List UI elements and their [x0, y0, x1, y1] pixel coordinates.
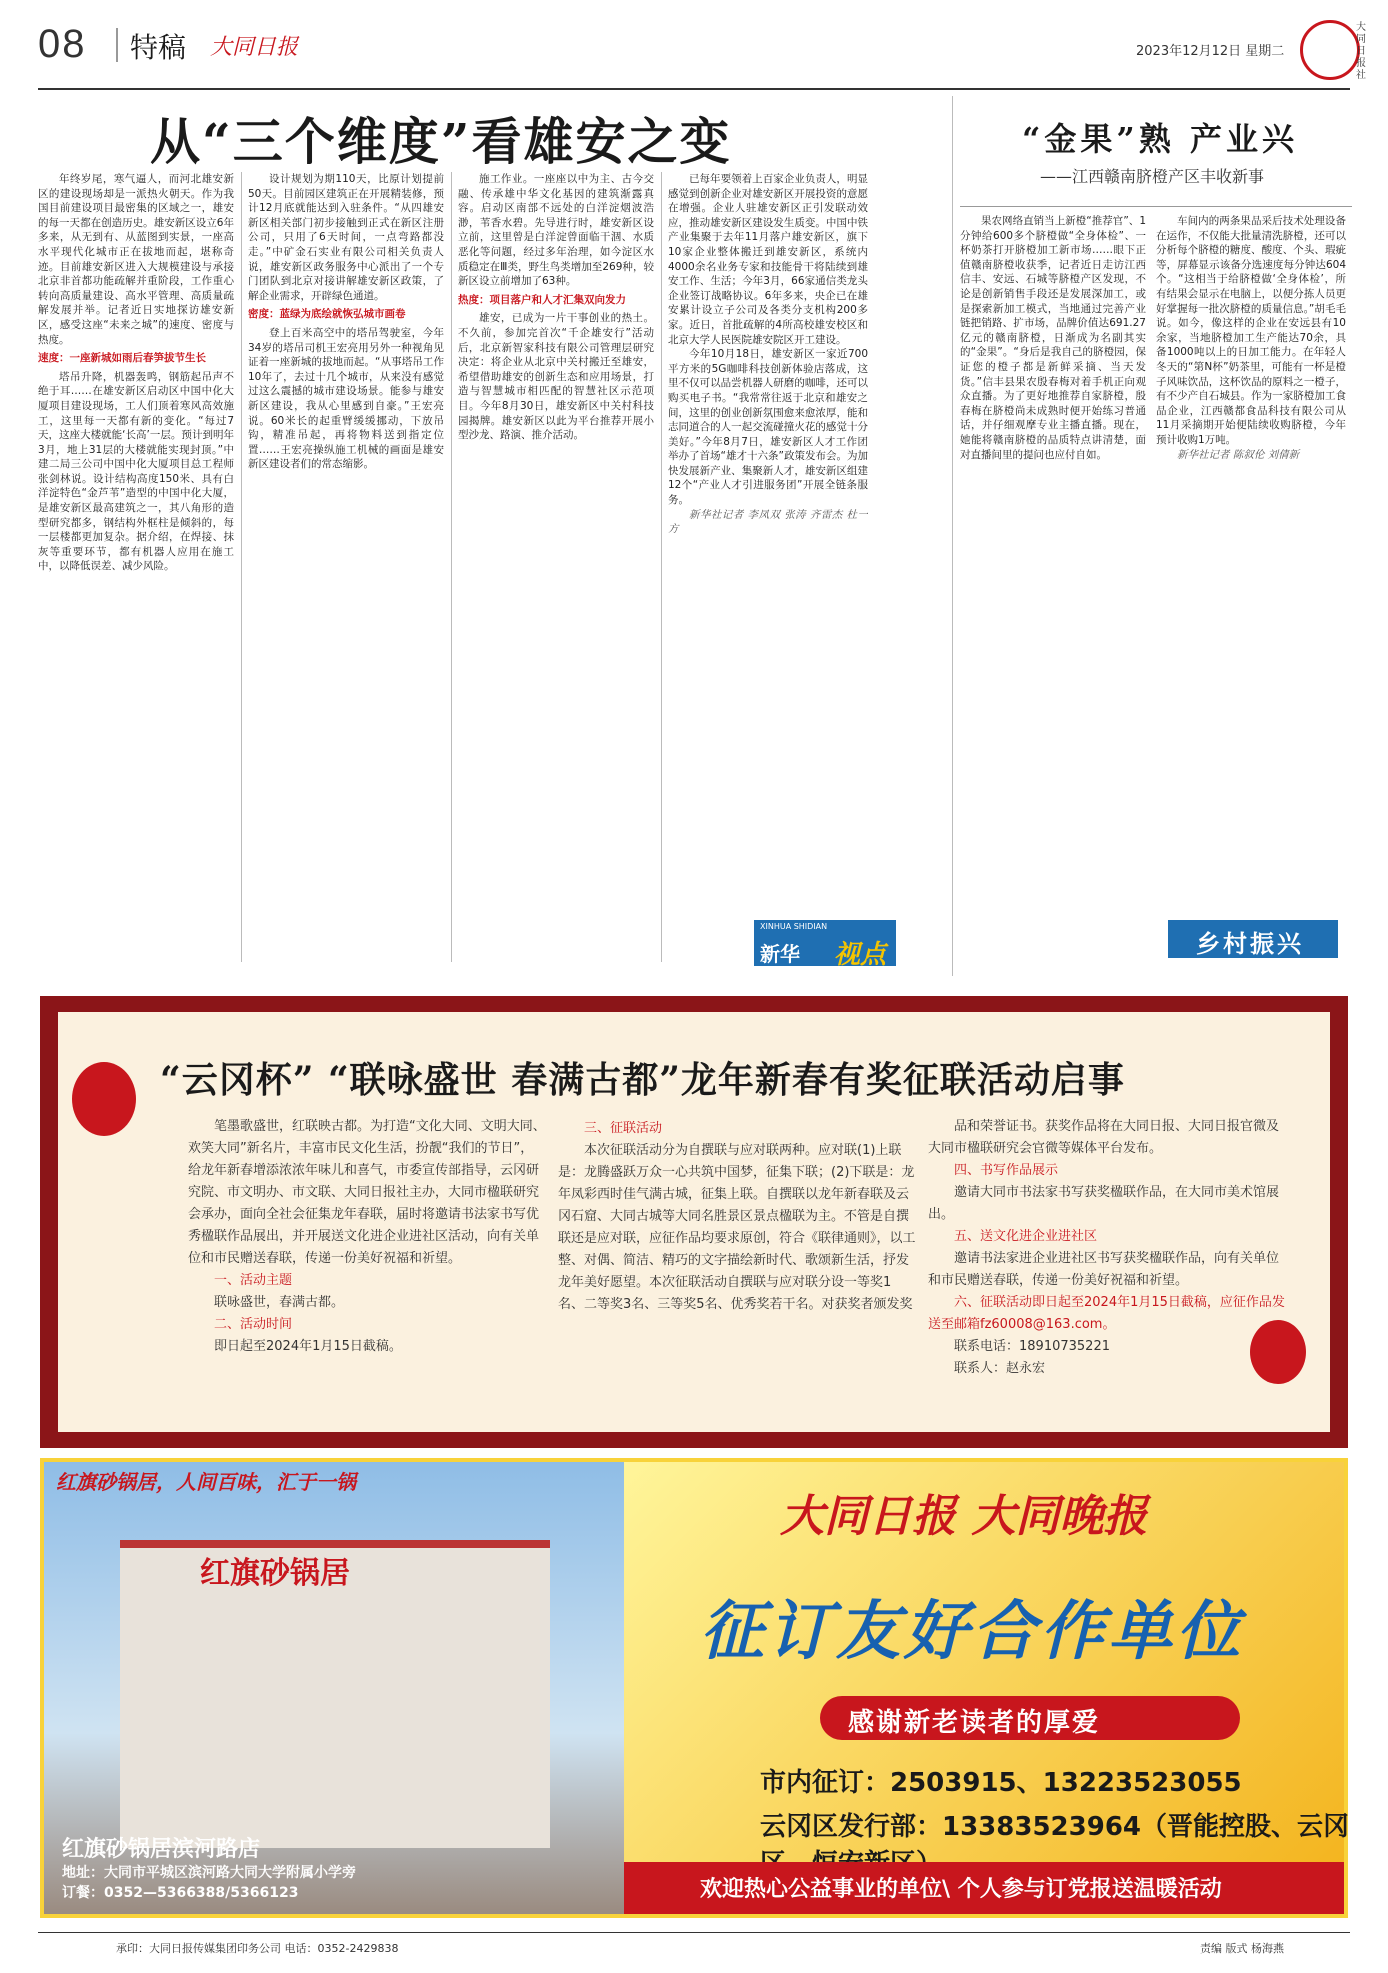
article-column-2 [248, 172, 444, 962]
restaurant-address: 地址：大同市平城区滨河路大同大学附属小学旁 [62, 1865, 356, 1881]
xinhua-badge-label: 新华 [760, 942, 800, 966]
section-heading: 一、活动主题 [214, 1273, 293, 1288]
page-number: 08 [38, 22, 87, 66]
feature-headline: “金果”熟 产业兴 [1022, 120, 1298, 158]
header-rule [38, 88, 1350, 90]
section-heading: 六、征联活动即日起至2024年1月15日截稿，应征作品发送至邮箱fz60008@163.com。 [928, 1295, 1285, 1332]
byline: 新华社记者 李凤双 张涛 齐雷杰 杜一方 [668, 508, 868, 536]
paragraph: 品和荣誉证书。获奖作品将在大同日报、大同日报官微及大同市楹联研究会官微等媒体平台发布。 [928, 1119, 1280, 1156]
byline: 新华社记者 陈叙伦 刘倩新 [1177, 448, 1300, 461]
paragraph: 设计规划为期110天，比原计划提前50天。目前园区建筑正在开展精装修，预计12月底就能达到入驻条件。“从四雄安新区相关部门初步接触到正式在新区注册公司，只用了6天时间，一点弯路都没走。”中矿金石实业有限公司相关负责人说，雄安新区政务服务中心派出了一个专门团队到北京对接讲解雄安新区政策，了解企业需求，开辟绿色通道。 [248, 173, 444, 302]
header-divider [116, 28, 118, 62]
section-heading: 三、征联活动 [584, 1121, 663, 1136]
couplet-ad-column-1 [188, 1116, 546, 1358]
article-column-1 [38, 172, 234, 962]
welcome-text: 欢迎热心公益事业的单位\ 个人参与订党报送温暖活动 [700, 1877, 1222, 1902]
section-heading: 四、书写作品展示 [954, 1163, 1059, 1178]
paragraph: 塔吊升降，机器轰鸣，钢筋起吊声不绝于耳……在雄安新区启动区中国中化大厦项目建设现场，工人们顶着寒风高效施工，这里每一天都有新的变化。“每过7天，这座大楼就能‘长高’一层。预计到明年3月，地上31层的大楼就能实现封顶。”中建二局三公司中国中化大厦项目总工程师张剑林说。设计结构高度150米、具有白洋淀特色“金芦苇”造型的中国中化大厦，是雄安新区最高建筑之一，其八角形的造型研究都多，钢结构外框柱是倾斜的，每一层楼都更加复杂。据介绍，在焊接、抹灰等重要环节，都有机器人应用在施工中，以降低误差、减少风险。 [38, 370, 234, 573]
column-divider [241, 172, 242, 962]
subheading: 密度：蓝绿为底绘就恢弘城市画卷 [248, 308, 406, 321]
column-divider [661, 172, 662, 962]
paragraph: 施工作业。一座座以中为主、古今交融、传承雄中华文化基因的建筑渐露真容。启动区南部不远处的白洋淀烟波浩渺，苇香水碧。先导进行时，雄安新区设立前，这里曾是白洋淀曾面临干涸、水质恶化等问题，经过多年治理，如今淀区水质稳定在Ⅲ类，野生鸟类增加至269种，较新区设立前增加了63种。 [458, 173, 654, 288]
restaurant-phone: 订餐：0352—5366388/5366123 [62, 1885, 299, 1901]
feature-column-2 [1156, 214, 1346, 904]
paragraph: 本次征联活动分为自撰联与应对联两种。应对联(1)上联是：龙腾盛跃万众一心共筑中国梦，征集下联；(2)下联是：龙年凤彩西时佳气满古城，征集上联。自撰联以龙年新春联及云冈石窟、大同古城等大同名胜景区景点楹联为主。不管是自撰联还是应对联，应征作品均要求原创，符合《联律通则》，以工整、对偶、简洁、精巧的文字描绘新时代、歌颂新生活，抒发龙年美好愿望。本次征联活动自撰联与应对联分设一等奖1名、二等奖3名、三等奖5名、优秀奖若干名。对获奖者颁发奖 [558, 1143, 916, 1312]
article-column-4 [668, 172, 868, 912]
subscription-headline: 征订友好合作单位 [700, 1595, 1244, 1669]
couplet-ad-column-2 [558, 1118, 916, 1316]
subscription-phone-yungang: 云冈区发行部：13383523964（晋能控股、云冈 [760, 1812, 1349, 1842]
subscription-phone-city: 市内征订：2503915、13223523055 [760, 1768, 1242, 1798]
column-divider [451, 172, 452, 962]
paragraph: 今年10月18日，雄安新区一家近700平方米的5G咖啡科技创新体验店落成，这里不仅可以品尝机器人研磨的咖啡，还可以购买电子书。“我常常往返于北京和雄安之间，这里的创业创新氛围愈来愈浓厚，能和志同道合的人一起交流碰撞火花的感觉十分美好。”今年8月7日，雄安新区人才工作团举办了首场“雄才十六条”政策发布会。为加快发展新产业、集聚新人才，雄安新区组建12个“产业人才引进服务团”开展全链条服务。 [668, 348, 868, 507]
paragraph: 联咏盛世，春满古都。 [214, 1295, 345, 1310]
paragraph: 车间内的两条果品采后技术处理设备在运作，不仅能大批量清洗脐橙，还可以分析每个脐橙的糖度、酸度、个头、瑕疵等，屏幕显示该备分选速度每分钟达604个。“这相当于给脐橙做‘全身体检’，所有结果会显示在电脑上，以便分拣人员更好掌握每一批次脐橙的质量信息。”胡毛毛说。如今，像这样的企业在安远县有10余家，当地脐橙加工生产能达70余，具备1000吨以上的日加工能力。在年轻人冬天的“第N杯”奶茶里，可能有一杯是橙子风味饮品，这杯饮品的原料之一橙子，有不少产自石城县。作为一家脐橙加工食品企业，江西赣都食品科技有限公司从11月采摘期开始便陆续收购脐橙，今年预计收购1万吨。 [1156, 215, 1346, 446]
emblem-label: 大同日报社 [1356, 22, 1366, 81]
paragraph: 果农网络直销当上新橙“推荐官”、1分钟给600多个脐橙做“全身体检”、一杯奶茶打开脐橙加工新市场……眼下正值赣南脐橙收获季，记者近日走访江西信丰、安远、石城等脐橙产区发现，不论是创新销售手段还是发展深加工，或是探索新加工模式，当地通过完善产业链把销路、扩市场，品牌价值达691.27亿元的赣南脐橙，日渐成为名副其实的“金果”。“身后是我自己的脐橙园，保证您的橙子都是新鲜采摘、当天发货。”信丰县果农殷春梅对着手机正向观众直播。为了更好地推荐自家脐橙，殷春梅在脐橙尚未成熟时便开始练习普通话，并仔细观摩专业主播直播。现在，她能将赣南脐橙的品质特点讲清楚，面对直播间里的提问也应付自如。 [960, 215, 1146, 461]
paragraph: 年终岁尾，寒气逼人，而河北雄安新区的建设现场却是一派热火朝天。作为我国目前建设项目最密集的区域之一，雄安的每一天都在创造历史。雄安新区设立6年多来，从无到有、从蓝图到实景，一座高水平现代化城市正在拔地而起，堪称奇迹。目前雄安新区进入大规模建设与承接北京非首都功能疏解并重阶段，工作重心转向高质量建设、高水平管理、高质量疏解发展并举。记者近日实地探访雄安新区，感受这座“未来之城”的速度、密度与热度。 [38, 173, 234, 346]
section-name: 特稿 [130, 31, 187, 64]
section-heading: 二、活动时间 [214, 1317, 293, 1332]
rural-revival-label: 乡村振兴 [1196, 930, 1304, 958]
paragraph: 邀请大同市书法家书写获奖楹联作品，在大同市美术馆展出。 [928, 1185, 1280, 1222]
contact-phone: 联系电话：18910735221 [954, 1339, 1110, 1354]
paragraph: 即日起至2024年1月15日截稿。 [214, 1339, 402, 1354]
paragraph: 笔墨歌盛世，红联映古都。为打造“文化大同、文明大同、欢笑大同”新名片，丰富市民文化生活，扮靓“我们的节日”，给龙年新春增添浓浓年味儿和喜气，市委宣传部指导，云冈研究院、市文明办、市文联、大同日报社主办，大同市楹联研究会承办，面向全社会征集龙年春联，届时将邀请书法家书写优秀楹联作品展出，并开展送文化进企业进社区活动，向有关单位和市民赠送春联，传递一份美好祝福和祈望。 [188, 1119, 546, 1266]
footer-rule [38, 1932, 1350, 1933]
section-heading: 五、送文化进企业进社区 [954, 1229, 1098, 1244]
subheading: 速度：一座新城如雨后春笋拔节生长 [38, 352, 206, 365]
restaurant-slogan: 红旗砂锅居，人间百味，汇于一锅 [56, 1470, 356, 1494]
editor-credits: 责编 版式 杨海燕 [1200, 1942, 1284, 1955]
xinhua-badge-small: XINHUA SHIDIAN [760, 922, 828, 931]
couplet-ad-column-3 [928, 1116, 1286, 1380]
couplet-ad-title: “云冈杯” “联咏盛世 春满古都”龙年新春有奖征联活动启事 [160, 1059, 1125, 1101]
contact-person: 联系人：赵永宏 [954, 1361, 1046, 1376]
feature-column-1 [960, 214, 1146, 974]
paragraph: 已每年要领着上百家企业负责人，明显感觉到创新企业对雄安新区开展投资的意愿在增强。企业人驻雄安新区正引发联动效应，推动雄安新区建设发生质变。中国中铁产业集聚于去年11月落户雄安新区，旗下10家企业整体搬迁到雄安新区，系统内4000余名业务专家和技能骨干将陆续到雄安工作、生活；今年3月，66家通信类龙头企业签订战略协议。6年多来，央企已在雄安累计设立子公司及各类分支机构200多家。近日，首批疏解的4所高校雄安校区和北京大学人民医院雄安院区开工建设。 [668, 173, 868, 346]
thanks-text: 感谢新老读者的厚爱 [848, 1708, 1101, 1738]
xinhua-badge-title: 视点 [834, 940, 887, 970]
column-divider [952, 96, 953, 976]
paragraph: 登上百米高空中的塔吊驾驶室，今年34岁的塔吊司机王宏亮用另外一种视角见证着一座新城的拔地而起。“从事塔吊工作10年了，去过十几个城市，从来没有感觉过这么震撼的城市建设场景。能参与雄安新区建设，我从心里感到自豪。”王宏亮说。60米长的起重臂缓缓挪动，下放吊钩，精准吊起，再将物料送到指定位置……王宏亮操纵施工机械的画面是雄安新区建设者们的常态缩影。 [248, 326, 444, 471]
paper-names: 大同日报 大同晚报 [780, 1491, 1148, 1542]
feature-subheadline: ——江西赣南脐橙产区丰收新事 [1040, 167, 1265, 186]
lantern-icon [72, 1062, 136, 1136]
paper-logo: 大同日报 [210, 35, 299, 60]
paragraph: 邀请书法家进企业进社区书写获奖楹联作品，向有关单位和市民赠送春联，传递一份美好祝福和祈望。 [928, 1251, 1280, 1288]
subheading: 热度：项目落户和人才汇集双向发力 [458, 293, 626, 306]
restaurant-name: 红旗砂锅居滨河路店 [62, 1837, 261, 1862]
paragraph: 雄安，已成为一片干事创业的热土。不久前，参加完首次“千企雄安行”活动后，北京新智家科技有限公司管理层研究决定：将企业从北京中关村搬迁至雄安，希望借助雄安的创新生态和应用场景，打造与智慧城市相匹配的智慧社区示范项目。今年8月30日，雄安新区中关村科技园揭牌。雄安新区以此为平台推荐开展小型沙龙、路演、推介活动。 [458, 312, 654, 442]
printer-info: 承印：大同日报传媒集团印务公司 电话：0352-2429838 [116, 1942, 399, 1955]
main-headline: 从“三个维度”看雄安之变 [150, 112, 732, 171]
emblem-icon [1300, 20, 1360, 80]
article-column-3 [458, 172, 654, 962]
issue-date: 2023年12月12日 星期二 [1136, 44, 1285, 59]
restaurant-sign: 红旗砂锅居 [200, 1556, 350, 1591]
